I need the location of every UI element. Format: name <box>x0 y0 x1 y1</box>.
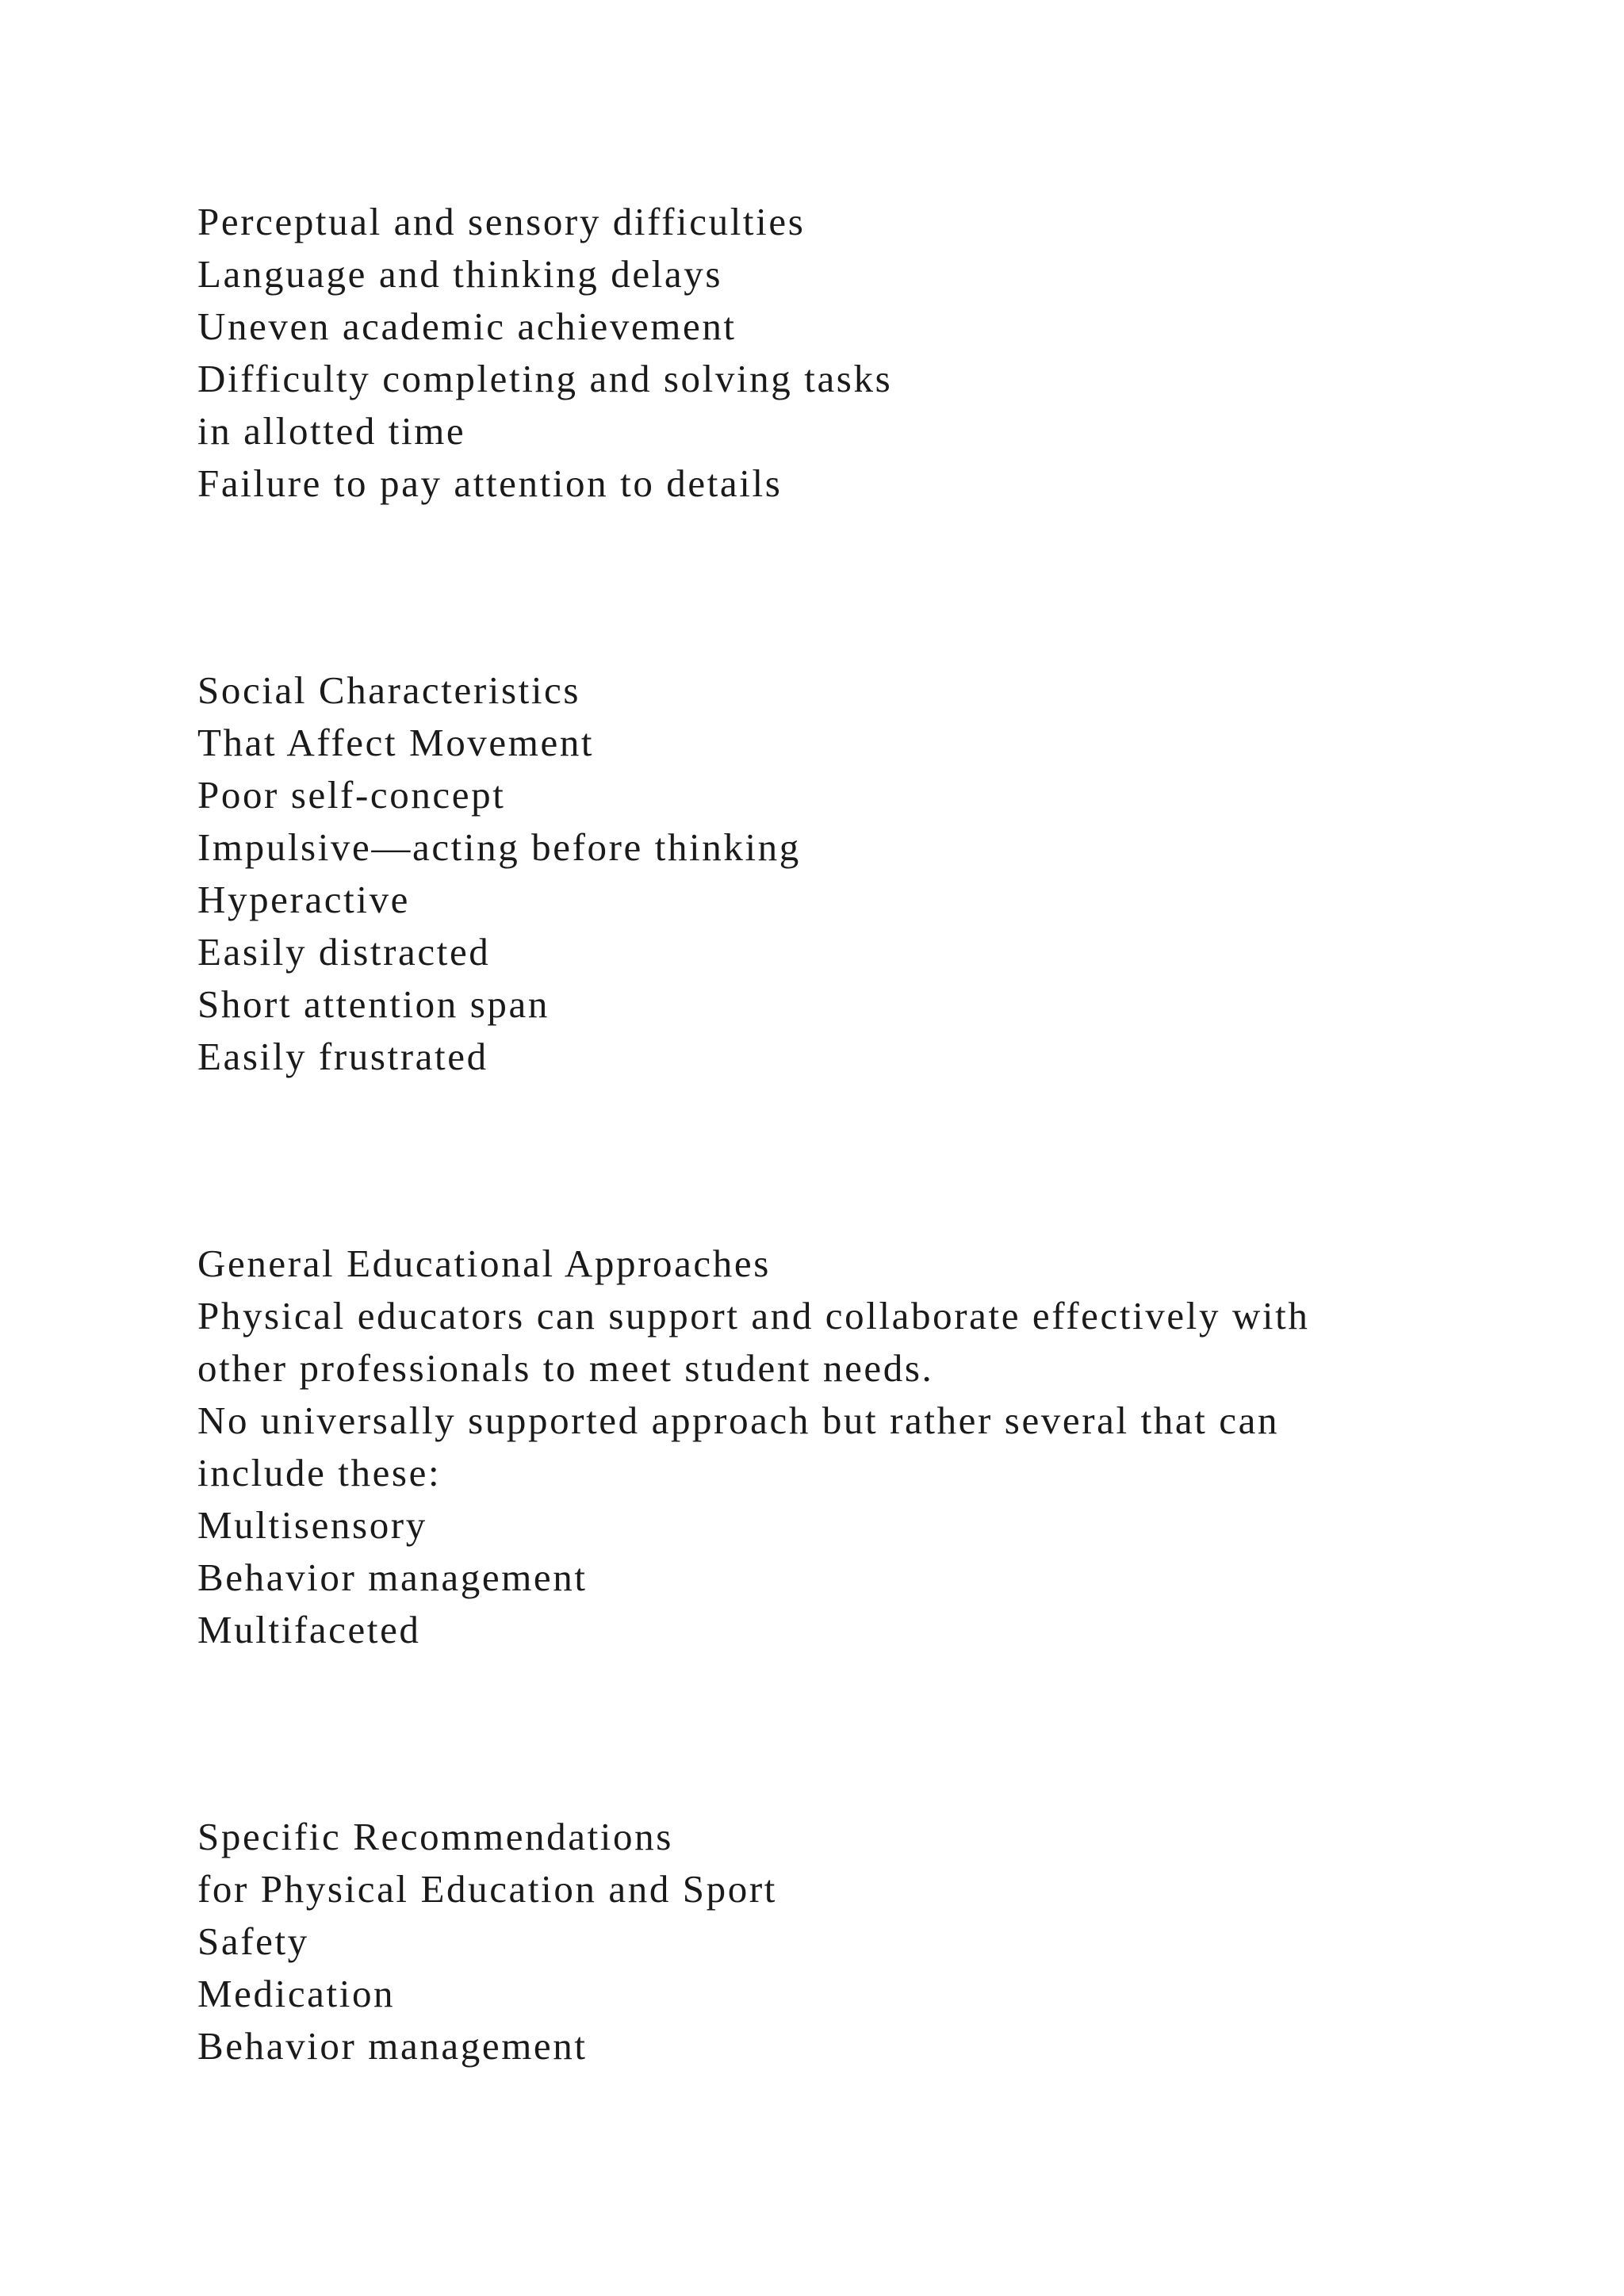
list-item: Impulsive—acting before thinking <box>197 825 801 869</box>
list-item: Medication <box>197 1972 396 2015</box>
section-heading: Social Characteristics <box>197 668 581 712</box>
list-item: Language and thinking delays <box>197 252 722 296</box>
list-item: Easily frustrated <box>197 1035 488 1078</box>
list-item: Multifaceted <box>197 1608 421 1651</box>
list-item: Short attention span <box>197 982 550 1026</box>
list-item: Difficulty completing and solving tasks <box>197 357 893 400</box>
paragraph-line: No universally supported approach but rather several that can <box>197 1399 1280 1442</box>
list-item: Safety <box>197 1919 309 1963</box>
paragraph-line: include these: <box>197 1451 442 1494</box>
list-item: Easily distracted <box>197 930 491 974</box>
list-item: Hyperactive <box>197 878 411 921</box>
list-item-continuation: in allotted time <box>197 409 466 453</box>
section-heading: Specific Recommendations <box>197 1815 673 1858</box>
section-heading-continuation: for Physical Education and Sport <box>197 1867 777 1911</box>
section-heading: General Educational Approaches <box>197 1242 771 1285</box>
paragraph-line: other professionals to meet student needs. <box>197 1346 934 1390</box>
list-item: Failure to pay attention to details <box>197 461 783 505</box>
section-heading-continuation: That Affect Movement <box>197 721 595 764</box>
list-item: Poor self-concept <box>197 773 506 817</box>
list-item: Perceptual and sensory difficulties <box>197 200 806 243</box>
list-item: Behavior management <box>197 2024 588 2068</box>
list-item: Behavior management <box>197 1556 588 1599</box>
list-item: Multisensory <box>197 1503 427 1547</box>
list-item: Uneven academic achievement <box>197 304 737 348</box>
paragraph-line: Physical educators can support and collaborate effectively with <box>197 1294 1310 1337</box>
